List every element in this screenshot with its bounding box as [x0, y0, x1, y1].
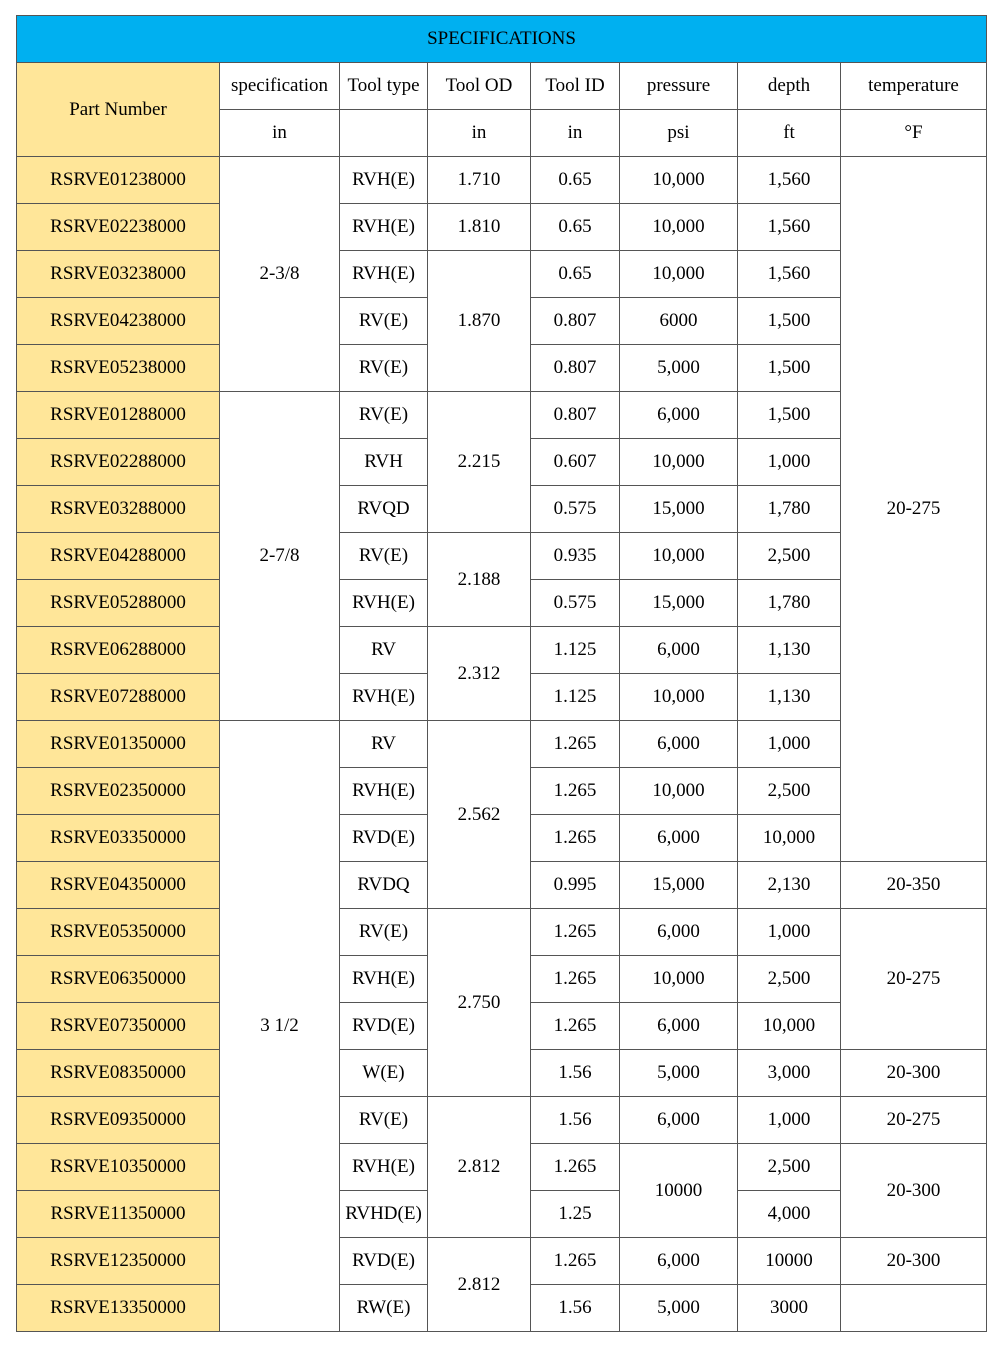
tool-type-cell: RVH(E) — [340, 204, 428, 251]
part-number-cell: RSRVE07350000 — [17, 1003, 220, 1050]
depth-cell: 10,000 — [738, 815, 841, 862]
tool-od-group-cell: 2.750 — [428, 909, 531, 1097]
pressure-cell: 6,000 — [620, 909, 738, 956]
depth-cell: 1,500 — [738, 345, 841, 392]
temperature-cell: 20-300 — [841, 1238, 987, 1285]
depth-cell: 1,560 — [738, 157, 841, 204]
tool-id-cell: 1.56 — [531, 1097, 620, 1144]
pressure-cell: 10,000 — [620, 533, 738, 580]
depth-cell: 1,000 — [738, 439, 841, 486]
part-number-cell: RSRVE03350000 — [17, 815, 220, 862]
tool-id-cell: 1.265 — [531, 1238, 620, 1285]
tool-type-cell: RVQD — [340, 486, 428, 533]
tool-type-cell: RVH(E) — [340, 1144, 428, 1191]
pressure-cell: 6,000 — [620, 627, 738, 674]
pressure-cell: 10,000 — [620, 439, 738, 486]
tool-type-cell: RV(E) — [340, 533, 428, 580]
pressure-cell: 5,000 — [620, 1285, 738, 1332]
pressure-cell: 10,000 — [620, 204, 738, 251]
tool-od-group-cell: 2.312 — [428, 627, 531, 721]
tool-type-cell: RVD(E) — [340, 1238, 428, 1285]
part-number-cell: RSRVE04238000 — [17, 298, 220, 345]
part-number-cell: RSRVE04350000 — [17, 862, 220, 909]
tool-id-cell: 0.65 — [531, 204, 620, 251]
tool-id-cell: 1.265 — [531, 956, 620, 1003]
tool-od-group-cell: 2.812 — [428, 1238, 531, 1332]
specifications-table — [16, 15, 987, 1332]
header-temperature: temperature — [841, 63, 987, 110]
part-number-cell: RSRVE09350000 — [17, 1097, 220, 1144]
pressure-cell: 10,000 — [620, 768, 738, 815]
temperature-cell: 20-275 — [841, 1097, 987, 1144]
table-row — [17, 1097, 987, 1144]
spec-group-cell: 3 1/2 — [220, 721, 340, 1332]
pressure-cell: 6,000 — [620, 1238, 738, 1285]
part-number-cell: RSRVE01238000 — [17, 157, 220, 204]
header-pressure: pressure — [620, 63, 738, 110]
header-depth: depth — [738, 63, 841, 110]
part-number-cell: RSRVE03288000 — [17, 486, 220, 533]
tool-type-cell: RVDQ — [340, 862, 428, 909]
tool-type-cell: RV(E) — [340, 345, 428, 392]
tool-id-cell: 0.935 — [531, 533, 620, 580]
pressure-cell: 5,000 — [620, 345, 738, 392]
spec-group-cell: 2-7/8 — [220, 392, 340, 721]
pressure-cell: 6000 — [620, 298, 738, 345]
part-number-cell: RSRVE05350000 — [17, 909, 220, 956]
table-row — [17, 157, 987, 204]
depth-cell: 2,130 — [738, 862, 841, 909]
tool-id-cell: 0.995 — [531, 862, 620, 909]
header-tool-type: Tool type — [340, 63, 428, 110]
tool-type-cell: RVH(E) — [340, 157, 428, 204]
depth-cell: 3,000 — [738, 1050, 841, 1097]
part-number-cell: RSRVE08350000 — [17, 1050, 220, 1097]
pressure-cell: 6,000 — [620, 815, 738, 862]
depth-cell: 1,560 — [738, 204, 841, 251]
unit-temperature: °F — [841, 110, 987, 157]
tool-id-cell: 0.807 — [531, 392, 620, 439]
tool-id-cell: 0.807 — [531, 345, 620, 392]
tool-od-cell: 1.710 — [428, 157, 531, 204]
header-tool-od: Tool OD — [428, 63, 531, 110]
depth-cell: 1,130 — [738, 627, 841, 674]
tool-id-cell: 0.65 — [531, 157, 620, 204]
part-number-cell: RSRVE06350000 — [17, 956, 220, 1003]
depth-cell: 10,000 — [738, 1003, 841, 1050]
tool-type-cell: RVH(E) — [340, 674, 428, 721]
tool-id-cell: 1.265 — [531, 1003, 620, 1050]
depth-cell: 4,000 — [738, 1191, 841, 1238]
tool-id-cell: 1.265 — [531, 815, 620, 862]
pressure-cell: 10,000 — [620, 157, 738, 204]
tool-id-cell: 0.575 — [531, 486, 620, 533]
tool-type-cell: W(E) — [340, 1050, 428, 1097]
tool-od-group-cell: 2.812 — [428, 1097, 531, 1238]
tool-type-cell: RV — [340, 721, 428, 768]
pressure-cell: 10,000 — [620, 674, 738, 721]
header-tool-id: Tool ID — [531, 63, 620, 110]
tool-type-cell: RVH(E) — [340, 956, 428, 1003]
temperature-group-cell: 20-275 — [841, 157, 987, 862]
pressure-cell: 6,000 — [620, 1097, 738, 1144]
tool-id-cell: 1.265 — [531, 909, 620, 956]
pressure-cell: 6,000 — [620, 392, 738, 439]
part-number-cell: RSRVE12350000 — [17, 1238, 220, 1285]
unit-tool-id: in — [531, 110, 620, 157]
tool-id-cell: 0.65 — [531, 251, 620, 298]
temperature-cell — [841, 1285, 987, 1332]
tool-od-group-cell: 2.188 — [428, 533, 531, 627]
tool-od-cell: 1.810 — [428, 204, 531, 251]
pressure-cell: 10,000 — [620, 956, 738, 1003]
depth-cell: 1,000 — [738, 1097, 841, 1144]
part-number-cell: RSRVE02288000 — [17, 439, 220, 486]
part-number-cell: RSRVE07288000 — [17, 674, 220, 721]
pressure-cell: 15,000 — [620, 486, 738, 533]
depth-cell: 1,130 — [738, 674, 841, 721]
tool-od-group-cell: 2.215 — [428, 392, 531, 533]
pressure-cell: 10,000 — [620, 251, 738, 298]
temperature-cell: 20-350 — [841, 862, 987, 909]
tool-type-cell: RVH(E) — [340, 768, 428, 815]
part-number-cell: RSRVE01288000 — [17, 392, 220, 439]
table-row — [17, 1238, 987, 1285]
part-number-cell: RSRVE06288000 — [17, 627, 220, 674]
tool-id-cell: 1.56 — [531, 1285, 620, 1332]
pressure-cell: 6,000 — [620, 1003, 738, 1050]
tool-id-cell: 0.807 — [531, 298, 620, 345]
depth-cell: 1,500 — [738, 298, 841, 345]
spec-group-cell: 2-3/8 — [220, 157, 340, 392]
tool-type-cell: RV(E) — [340, 909, 428, 956]
header-part-number: Part Number — [17, 63, 220, 157]
temperature-group-cell: 20-300 — [841, 1144, 987, 1238]
part-number-cell: RSRVE04288000 — [17, 533, 220, 580]
temperature-group-cell: 20-275 — [841, 909, 987, 1050]
tool-od-group-cell: 2.562 — [428, 721, 531, 909]
depth-cell: 1,780 — [738, 580, 841, 627]
unit-tool-type — [340, 110, 428, 157]
tool-id-cell: 0.607 — [531, 439, 620, 486]
tool-id-cell: 1.265 — [531, 721, 620, 768]
tool-type-cell: RVH — [340, 439, 428, 486]
tool-type-cell: RV(E) — [340, 392, 428, 439]
tool-id-cell: 1.125 — [531, 674, 620, 721]
tool-type-cell: RW(E) — [340, 1285, 428, 1332]
part-number-cell: RSRVE05288000 — [17, 580, 220, 627]
depth-cell: 1,000 — [738, 909, 841, 956]
pressure-group-cell: 10000 — [620, 1144, 738, 1238]
depth-cell: 2,500 — [738, 533, 841, 580]
tool-id-cell: 1.56 — [531, 1050, 620, 1097]
part-number-cell: RSRVE01350000 — [17, 721, 220, 768]
depth-cell: 1,500 — [738, 392, 841, 439]
pressure-cell: 15,000 — [620, 862, 738, 909]
tool-id-cell: 1.265 — [531, 1144, 620, 1191]
depth-cell: 10000 — [738, 1238, 841, 1285]
part-number-cell: RSRVE13350000 — [17, 1285, 220, 1332]
part-number-cell: RSRVE05238000 — [17, 345, 220, 392]
tool-id-cell: 1.25 — [531, 1191, 620, 1238]
unit-depth: ft — [738, 110, 841, 157]
table-title: SPECIFICATIONS — [17, 16, 987, 63]
depth-cell: 1,000 — [738, 721, 841, 768]
tool-id-cell: 1.125 — [531, 627, 620, 674]
tool-type-cell: RVD(E) — [340, 815, 428, 862]
part-number-cell: RSRVE10350000 — [17, 1144, 220, 1191]
pressure-cell: 15,000 — [620, 580, 738, 627]
pressure-cell: 5,000 — [620, 1050, 738, 1097]
part-number-cell: RSRVE02238000 — [17, 204, 220, 251]
tool-type-cell: RV(E) — [340, 1097, 428, 1144]
part-number-cell: RSRVE02350000 — [17, 768, 220, 815]
tool-od-group-cell: 1.870 — [428, 251, 531, 392]
tool-type-cell: RVD(E) — [340, 1003, 428, 1050]
depth-cell: 2,500 — [738, 768, 841, 815]
tool-type-cell: RV(E) — [340, 298, 428, 345]
depth-cell: 1,560 — [738, 251, 841, 298]
tool-type-cell: RVHD(E) — [340, 1191, 428, 1238]
table-row — [17, 909, 987, 956]
tool-type-cell: RVH(E) — [340, 580, 428, 627]
depth-cell: 2,500 — [738, 956, 841, 1003]
part-number-cell: RSRVE11350000 — [17, 1191, 220, 1238]
pressure-cell: 6,000 — [620, 721, 738, 768]
tool-type-cell: RV — [340, 627, 428, 674]
unit-specification: in — [220, 110, 340, 157]
unit-pressure: psi — [620, 110, 738, 157]
depth-cell: 1,780 — [738, 486, 841, 533]
tool-id-cell: 1.265 — [531, 768, 620, 815]
tool-id-cell: 0.575 — [531, 580, 620, 627]
header-specification: specification — [220, 63, 340, 110]
unit-tool-od: in — [428, 110, 531, 157]
depth-cell: 2,500 — [738, 1144, 841, 1191]
tool-type-cell: RVH(E) — [340, 251, 428, 298]
part-number-cell: RSRVE03238000 — [17, 251, 220, 298]
temperature-cell: 20-300 — [841, 1050, 987, 1097]
depth-cell: 3000 — [738, 1285, 841, 1332]
